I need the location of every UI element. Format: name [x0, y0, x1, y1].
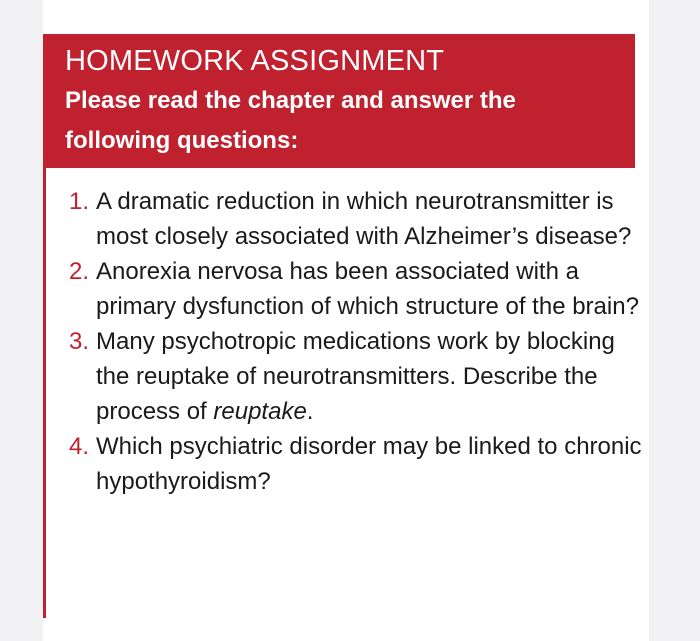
question-item-3	[43, 324, 643, 429]
question-number: 3.	[69, 328, 90, 355]
question-item-2	[43, 254, 643, 324]
homework-banner	[43, 34, 635, 168]
question-item-4	[43, 429, 643, 499]
question-text-tail: .	[306, 398, 314, 425]
question-text	[96, 328, 615, 425]
question-text: Which psychiatric disorder may be linked to chronic hypothyroidism?	[96, 433, 642, 495]
question-text-lead: Many psychotropic medications work by blocking the reuptake of neurotransmitters. Describe the process of	[96, 328, 615, 425]
homework-card	[43, 0, 649, 641]
banner-subtitle-line-1: Please read the chapter and answer the	[65, 87, 516, 114]
question-number: 2.	[69, 258, 90, 285]
question-text: A dramatic reduction in which neurotransmitter is most closely associated with Alzheimer’s disease?	[96, 188, 632, 250]
question-number: 1.	[69, 188, 90, 215]
question-text-emphasis: reuptake	[213, 398, 307, 425]
banner-title: HOMEWORK ASSIGNMENT	[65, 45, 445, 77]
question-list	[43, 184, 643, 499]
question-item-1	[43, 184, 643, 254]
question-number: 4.	[69, 433, 90, 460]
banner-subtitle	[65, 81, 635, 161]
question-text: Anorexia nervosa has been associated with a primary dysfunction of which structure of the brain?	[96, 258, 639, 320]
banner-subtitle-line-2: following questions:	[65, 127, 299, 154]
